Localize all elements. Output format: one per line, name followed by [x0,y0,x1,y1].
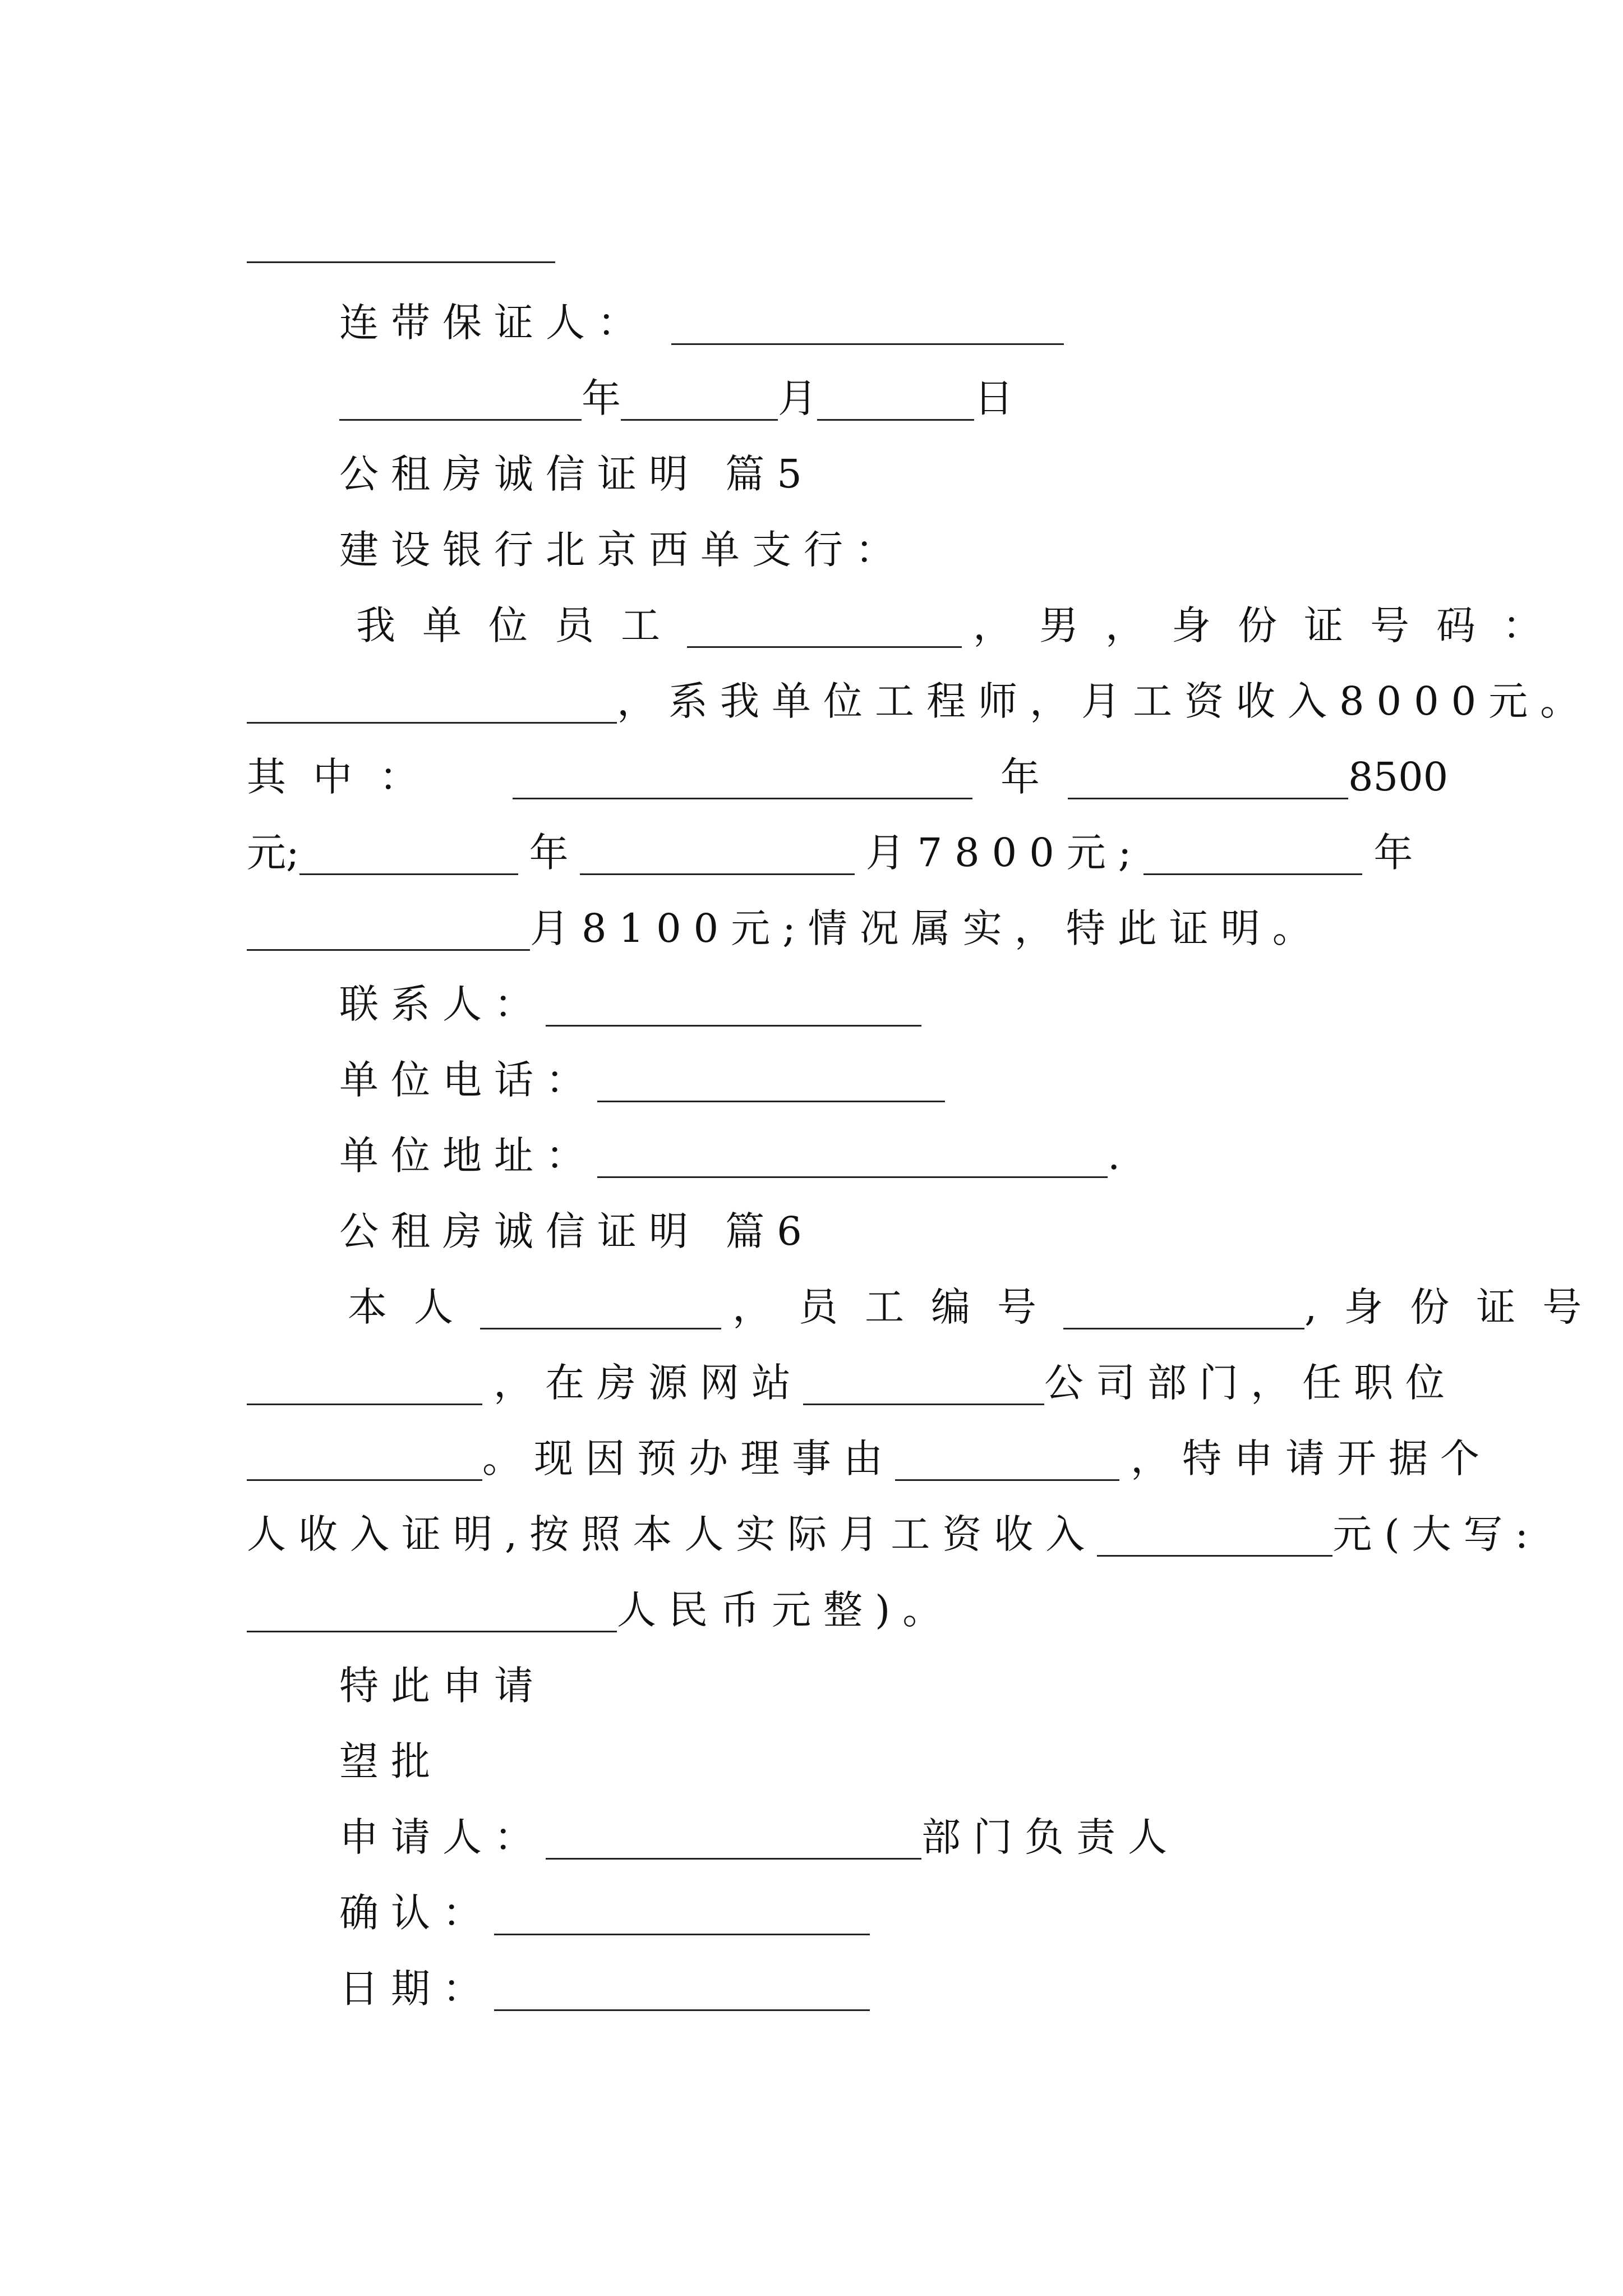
section6-heading: 公租房诚信证明 篇6 [339,1208,814,1254]
amount1: 8500 [1348,754,1449,800]
address-label: 单位地址： [339,1133,597,1179]
dept-head-label: 部门负责人 [921,1814,1179,1860]
guarantor-blank [671,307,1064,345]
request-label: ，特申请开据个 [1131,1435,1492,1481]
day-blank [817,383,974,421]
signature-line [247,261,555,263]
confirm-row [339,1890,870,1935]
income-blank [1097,1519,1332,1557]
day-label: 日 [974,375,1013,421]
amount-upper-blank [247,1595,617,1632]
confirm-label: 确认： [339,1890,494,1936]
applicant-blank [546,1822,921,1860]
section5-p1-line3 [247,754,1448,799]
section6-p1-line3 [247,1436,1492,1481]
month3-amount: 月8100元;情况属实，特此证明。 [530,905,1324,951]
contact-blank [546,989,921,1027]
rmb-label: 人民币元整)。 [617,1587,955,1633]
income-cert-label: 人收入证明,按照本人实际月工资收入 [247,1511,1098,1557]
phone-row [339,1057,945,1102]
applicant-row [339,1815,1179,1860]
section6-p1-line2 [247,1360,1457,1405]
section5-p1-line2 [247,679,1592,724]
month-blank [621,383,778,421]
date-row [339,376,1013,421]
position-blank [247,1443,482,1481]
year3-label: 年 [1373,830,1413,876]
dept-label: 公司部门，任职位 [1044,1360,1457,1406]
yuan1-label: 元; [247,830,299,876]
year-label: 年 [582,375,621,421]
confirm-blank [494,1898,870,1935]
website-blank [803,1368,1044,1405]
section6-p1-line4 [247,1512,1541,1557]
self-label: 本人 [348,1284,480,1330]
section6-p1-line5 [247,1588,954,1632]
month2-blank [580,838,855,875]
guarantor-label: 连带保证人： [339,300,649,346]
address-end: . [1108,1133,1121,1179]
phone-label: 单位电话： [339,1057,597,1103]
reason-blank [895,1443,1119,1481]
gender-id-label: ，男，身份证号码： [973,602,1569,648]
month2-amount: 月7800元; [865,830,1144,876]
month1-blank [1068,762,1348,799]
guarantor-row [339,300,1064,345]
section5-p1-line5 [247,906,1324,951]
month-label: 月 [778,375,817,421]
reason-label: 。现因预办理事由 [482,1435,895,1481]
id-no-label: ,身份证号 [1304,1284,1609,1330]
month3-blank [247,913,530,951]
phone-blank [597,1065,945,1102]
addressee: 建设银行北京西单支行： [339,527,907,573]
emp-no-label: ，员工编号 [732,1284,1063,1330]
address-row [339,1133,1120,1178]
year3-blank [1144,838,1362,875]
website-label: ，在房源网站 [494,1360,803,1406]
period1-blank [513,762,972,799]
year-blank [339,383,582,421]
among-label: 其中： [247,754,445,800]
date-blank [494,1973,870,2011]
employee-name-blank [687,610,962,648]
special-request: 特此申请 [339,1663,546,1709]
id-no-blank [247,1368,482,1405]
self-name-blank [480,1292,721,1329]
year2-label: 年 [529,830,569,876]
emp-no-blank [1063,1292,1304,1329]
id-number-blank [247,686,617,724]
section5-p1-line1 [356,603,1569,648]
employee-prefix: 我单位员工 [356,602,687,648]
position-income: ，系我单位工程师，月工资收入8000元。 [617,678,1592,724]
contact-row [339,982,921,1027]
year2-blank [299,838,518,875]
year1-label: 年 [1000,754,1040,800]
applicant-label: 申请人： [339,1814,546,1860]
date-label: 日期： [339,1966,494,2012]
date-sign-row [339,1966,870,2011]
address-blank [597,1140,1108,1178]
contact-label: 联系人： [339,981,546,1027]
section5-heading: 公租房诚信证明 篇5 [339,451,814,497]
section5-p1-line4 [247,830,1413,875]
yuan-upper-label: 元(大写: [1332,1511,1541,1557]
approve: 望批 [339,1738,442,1784]
section6-p1-line1 [348,1285,1608,1329]
